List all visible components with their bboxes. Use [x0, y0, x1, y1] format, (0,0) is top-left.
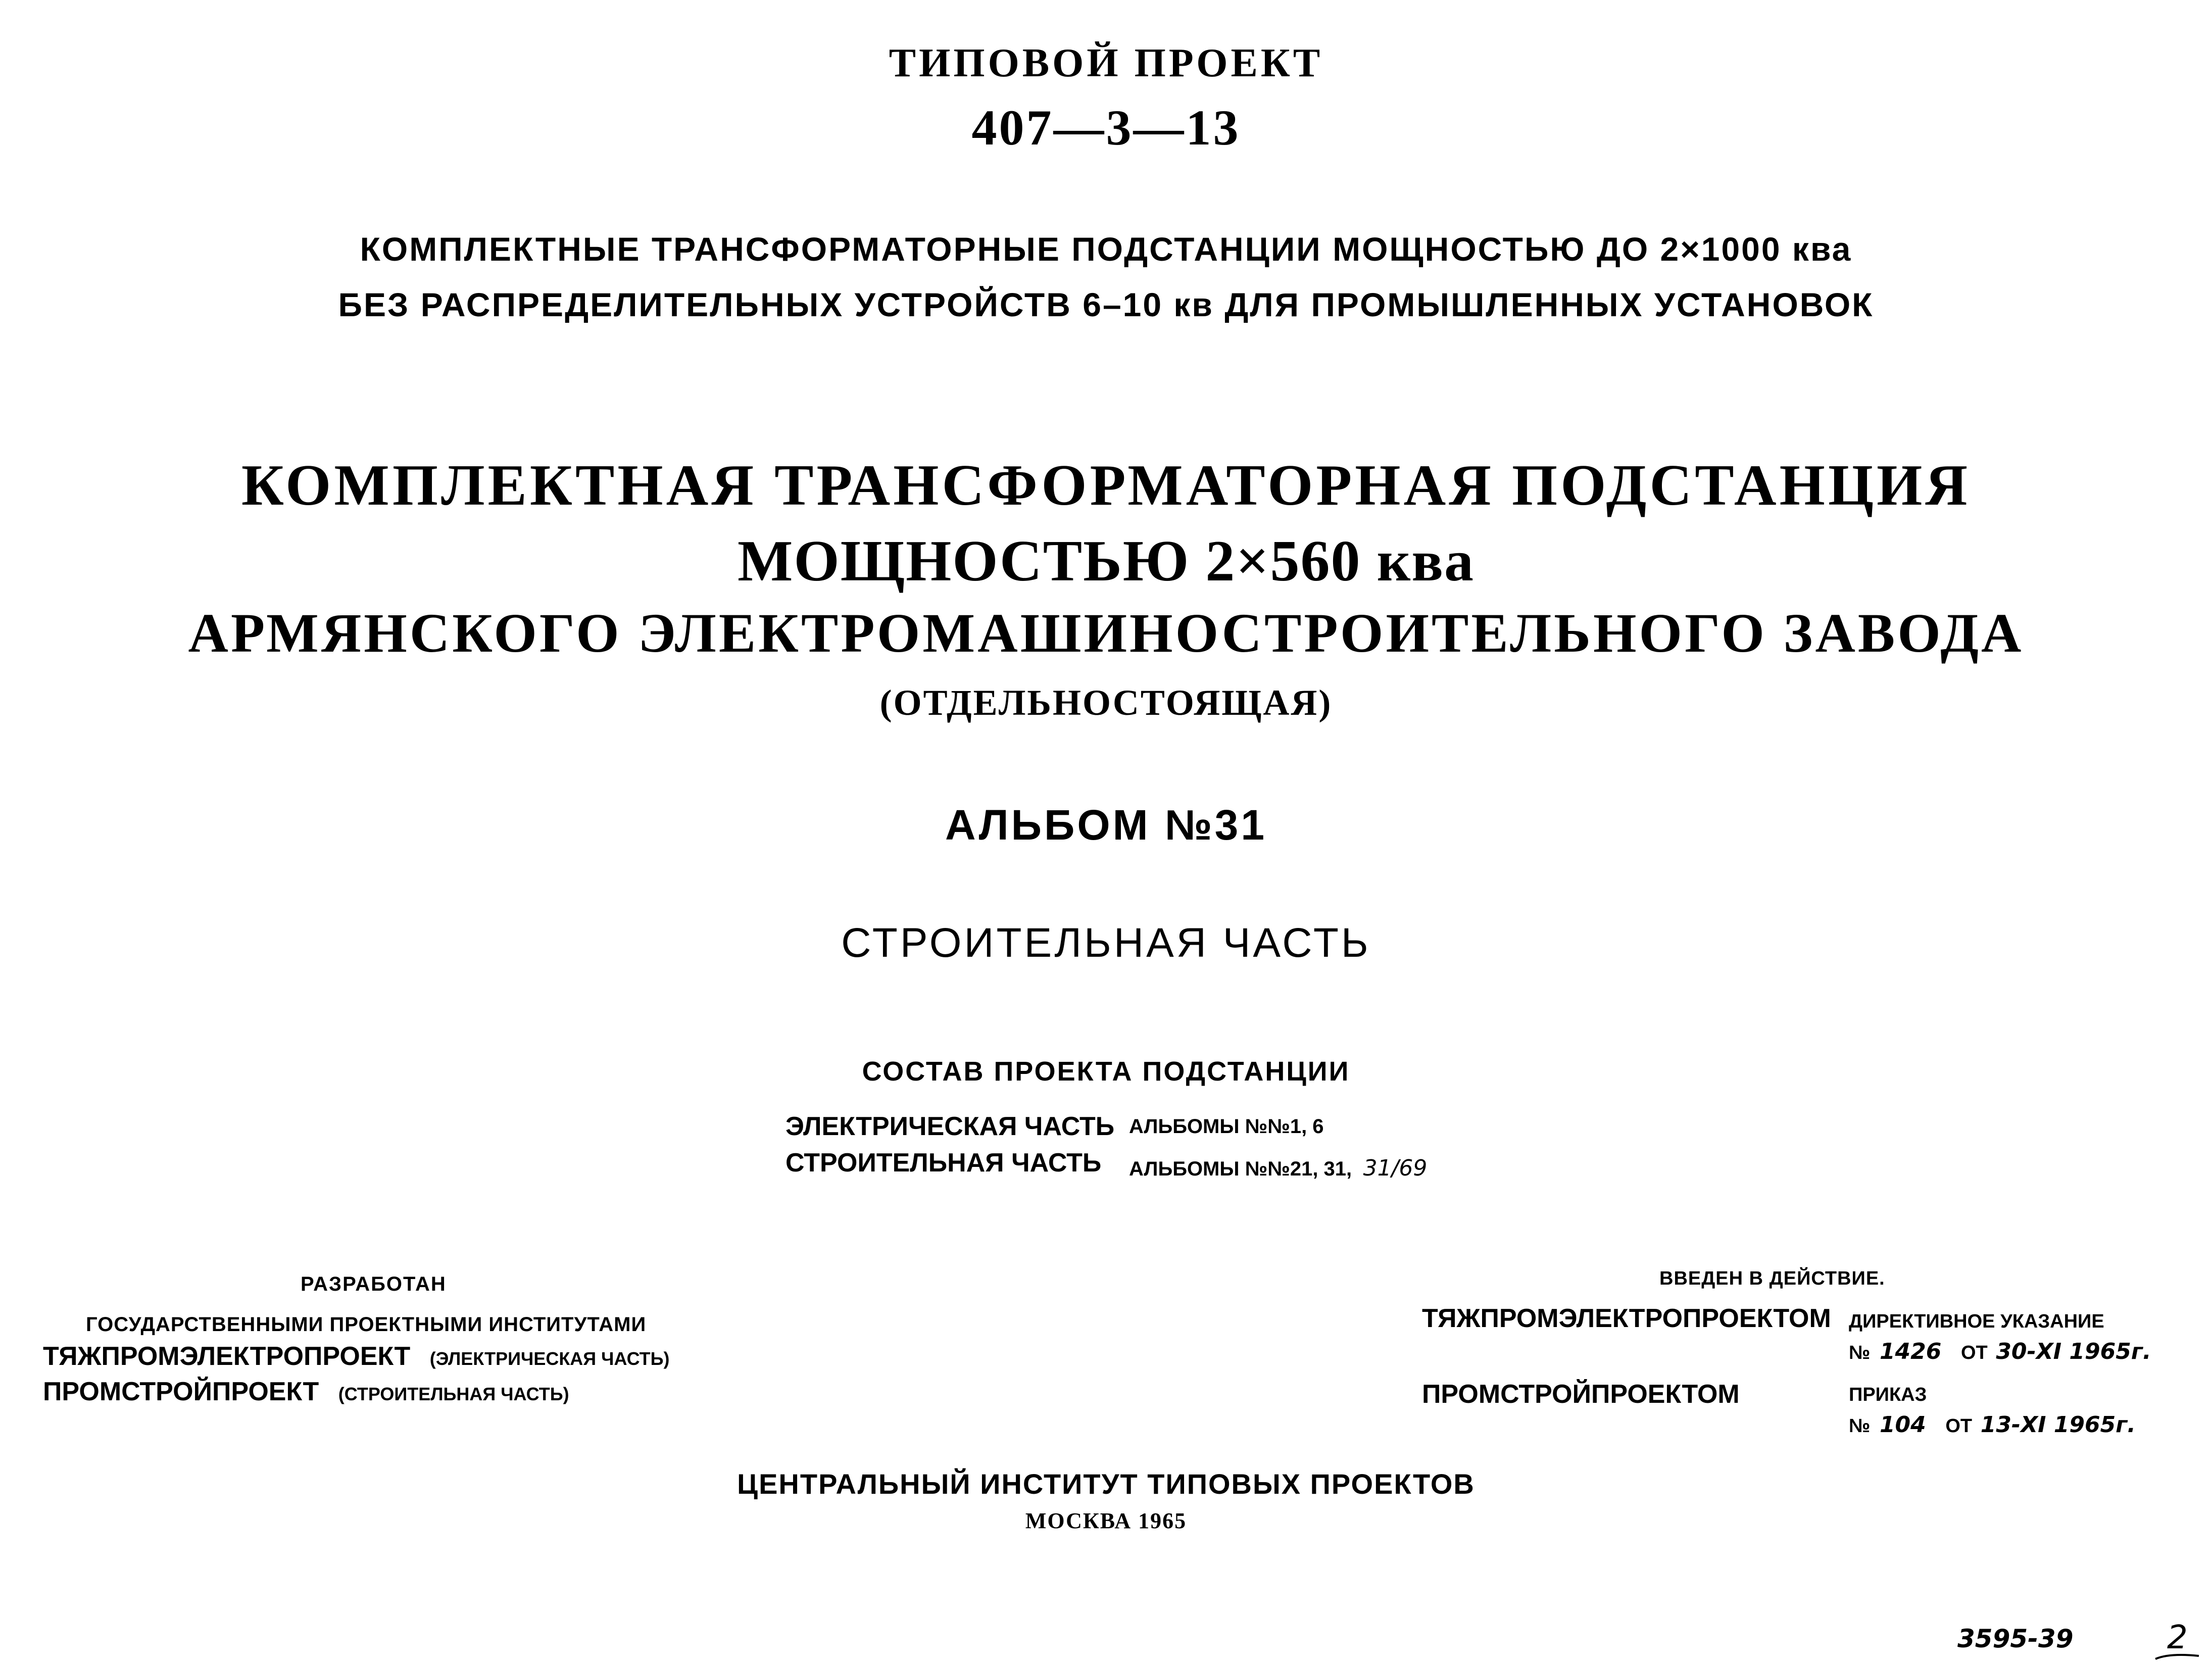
date-label: ОТ: [1945, 1415, 1973, 1437]
doc-number: 104: [1879, 1412, 1926, 1438]
subtitle-line-2: БЕЗ РАСПРЕДЕЛИТЕЛЬНЫХ УСТРОЙСТВ 6–10 кв ДЛЯ ПРОМЫШЛЕННЫХ УСТАНОВОК: [338, 286, 1874, 323]
project-number: 407—3—13: [971, 100, 1241, 156]
footer-city-year: МОСКВА 1965: [1025, 1508, 1187, 1533]
composition-row-electric: [785, 1111, 1324, 1142]
developed-org-1: [43, 1341, 670, 1371]
org-note: (ЭЛЕКТРИЧЕСКАЯ ЧАСТЬ): [429, 1348, 670, 1369]
page-mark: 2: [2167, 1619, 2188, 1656]
doc-date: 30-XI 1965г.: [1996, 1339, 2151, 1364]
composition-part: ЭЛЕКТРИЧЕСКАЯ ЧАСТЬ: [785, 1112, 1115, 1141]
composition-albums: АЛЬБОМЫ №№21, 31,: [1129, 1158, 1352, 1180]
introduced-doc-2-type: ПРИКАЗ: [1849, 1384, 1927, 1405]
introduced-doc-1-type: ДИРЕКТИВНОЕ УКАЗАНИЕ: [1849, 1311, 2104, 1332]
number-label: №: [1849, 1415, 1871, 1437]
developed-line-1: ГОСУДАРСТВЕННЫМИ ПРОЕКТНЫМИ ИНСТИТУТАМИ: [86, 1313, 647, 1336]
subtitle-line-1: КОМПЛЕКТНЫЕ ТРАНСФОРМАТОРНЫЕ ПОДСТАНЦИИ МОЩНОСТЬЮ ДО 2×1000 ква: [360, 230, 1852, 268]
footer-institute: ЦЕНТРАЛЬНЫЙ ИНСТИТУТ ТИПОВЫХ ПРОЕКТОВ: [737, 1468, 1475, 1500]
introduced-doc-2-details: [1849, 1412, 2136, 1438]
composition-row-construction: [785, 1148, 1428, 1181]
doc-date: 13-XI 1965г.: [1980, 1412, 2136, 1438]
developed-org-2: [43, 1377, 569, 1407]
introduced-doc-1-details: [1849, 1339, 2151, 1364]
title-line-2: МОЩНОСТЬЮ 2×560 ква: [738, 529, 1474, 594]
org-name: ПРОМСТРОЙПРОЕКТ: [43, 1377, 319, 1406]
title-line-3: АРМЯНСКОГО ЭЛЕКТРОМАШИНОСТРОИТЕЛЬНОГО ЗАВОДА: [188, 602, 2024, 664]
composition-albums: АЛЬБОМЫ №№1, 6: [1129, 1115, 1324, 1138]
number-label: №: [1849, 1342, 1871, 1363]
introduced-org-2: ПРОМСТРОЙПРОЕКТОМ: [1422, 1380, 1740, 1409]
doc-number: 1426: [1879, 1339, 1942, 1364]
page-mark-underline: [2154, 1652, 2200, 1662]
composition-part: СТРОИТЕЛЬНАЯ ЧАСТЬ: [785, 1148, 1102, 1178]
introduced-heading: ВВЕДЕН В ДЕЙСТВИЕ.: [1659, 1268, 1885, 1289]
introduced-org-1: ТЯЖПРОМЭЛЕКТРОПРОЕКТОМ: [1422, 1304, 1831, 1333]
series-label: ТИПОВОЙ ПРОЕКТ: [889, 41, 1323, 85]
title-line-1: КОМПЛЕКТНАЯ ТРАНСФОРМАТОРНАЯ ПОДСТАНЦИЯ: [241, 453, 1971, 518]
composition-heading: СОСТАВ ПРОЕКТА ПОДСТАНЦИИ: [862, 1056, 1350, 1087]
title-line-4: (ОТДЕЛЬНОСТОЯЩАЯ): [879, 682, 1333, 723]
album-label: АЛЬБОМ №31: [945, 801, 1267, 849]
developed-heading: РАЗРАБОТАН: [301, 1273, 447, 1295]
org-note: (СТРОИТЕЛЬНАЯ ЧАСТЬ): [338, 1384, 569, 1404]
org-name: ТЯЖПРОМЭЛЕКТРОПРОЕКТ: [43, 1342, 411, 1371]
album-part: СТРОИТЕЛЬНАЯ ЧАСТЬ: [841, 920, 1371, 966]
document-code: 3595-39: [1957, 1624, 2074, 1653]
composition-handwritten-note: 31/69: [1363, 1155, 1428, 1181]
date-label: ОТ: [1960, 1342, 1988, 1363]
